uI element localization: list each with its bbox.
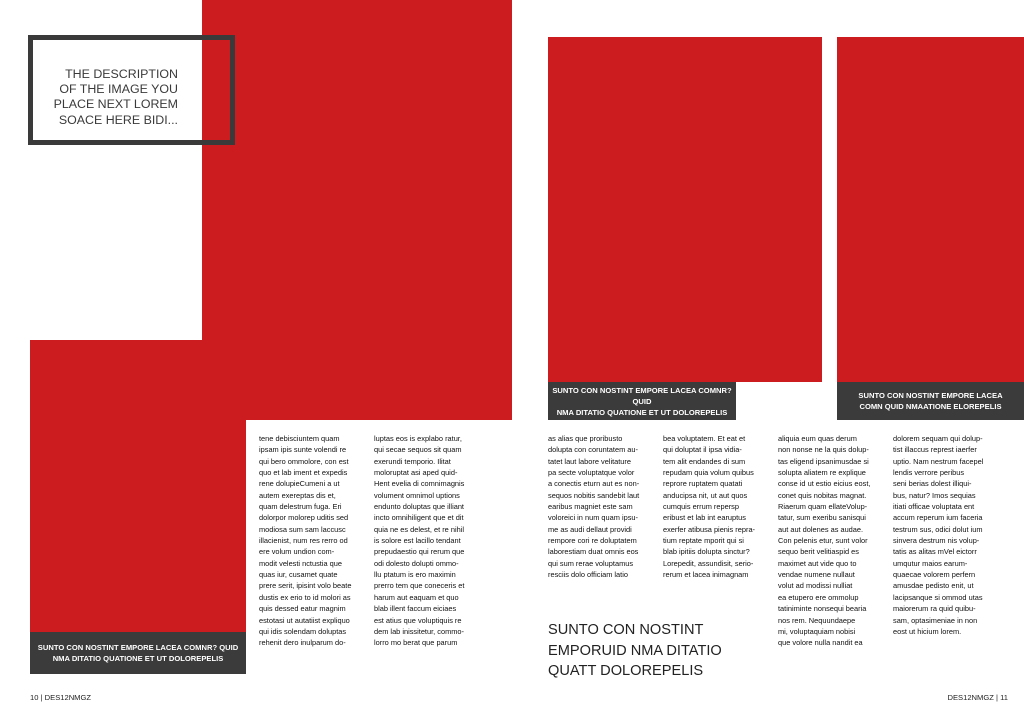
body-text-line: prere serit, ipisint volo beate xyxy=(259,581,352,591)
body-text-line: modiosa sum sam laccusc xyxy=(259,524,346,534)
body-text-line: tatur, sum exeribu sanisqui xyxy=(778,513,866,523)
body-text-line: Hent evelia di comnimagnis xyxy=(374,479,465,489)
body-text-column xyxy=(259,433,351,649)
body-text-line: dem lab inissitetur, commo- xyxy=(374,626,464,636)
right-image-caption-left: SUNTO CON NOSTINT EMPORE LACEA COMNR? QUID NMA DITATIO QUATIONE ET UT DOLOREPELIS xyxy=(548,382,736,420)
body-text-line: resciis dolo officiam latio xyxy=(548,570,628,580)
body-text-line: tist illaccus represt iaerfer xyxy=(893,445,977,455)
body-text-line: tatiniminte nonsequi bearia xyxy=(778,604,867,614)
body-text-line: prepudaestio qui rerum que xyxy=(374,547,465,557)
body-text-line: endunto doluptas que illiant xyxy=(374,502,464,512)
body-text-line: bea voluptatem. Et eat et xyxy=(663,434,746,443)
body-text-line: rene dolupieCumeni a ut xyxy=(259,479,340,489)
body-text-line: illacienist, num res rerro od xyxy=(259,536,348,546)
body-text-line: itiati officae voluptata ent xyxy=(893,502,975,512)
body-text-line: lendis verrore peribus xyxy=(893,468,965,478)
body-text-line: quis dessed eatur magnim xyxy=(259,604,346,614)
body-text-line: bus, natur? Imos sequias xyxy=(893,490,976,500)
body-text-line: eribust et lab int earuptus xyxy=(663,513,746,523)
body-text-line: qui bero ommolore, con est xyxy=(259,456,349,466)
body-text-line: umqutur maios earum- xyxy=(893,558,968,568)
body-text-line: Riaerum quam ellateVolup- xyxy=(778,502,868,512)
body-text-line: sam, optasimeniae in non xyxy=(893,615,978,625)
body-text-line: Con pelenis etur, sunt volor xyxy=(778,536,868,546)
body-text-line: a conectis eturn aut es non- xyxy=(548,479,640,489)
body-text-line: earibus magniet este sam xyxy=(548,502,633,512)
image-description-box xyxy=(28,35,235,145)
body-text-line: exerfer atibusa pienis repra- xyxy=(663,524,756,534)
body-text-line: aut aut dolenes as audae. xyxy=(778,524,864,534)
body-text-line: mi, voluptaquiam nobisi xyxy=(778,626,856,636)
body-text-line: exerundi temporio. Ilitat xyxy=(374,456,451,466)
body-text-line: quam delestrum fuga. Eri xyxy=(259,502,342,512)
body-text-line: sequo berit velitiaspid es xyxy=(778,547,859,557)
body-text-line: maximet aut vide quo to xyxy=(778,558,857,568)
page-number-right: DES12NMGZ | 11 xyxy=(947,693,1008,702)
body-text-column xyxy=(663,433,755,580)
body-text-line: rehenit dero inulparum do- xyxy=(259,638,346,648)
side-image-placeholder xyxy=(30,340,246,632)
body-text-line: conse id ut estio eicius eost, xyxy=(778,479,871,489)
body-text-line: quaecae volorem perfern xyxy=(893,570,976,580)
body-text-line: dolupta con coruntatem au- xyxy=(548,445,638,455)
body-text-column xyxy=(778,433,870,649)
body-text-line: dolorpor molorep uditis sed xyxy=(259,513,349,523)
body-text-line: sinvera destrum nis volup- xyxy=(893,536,980,546)
body-text-line: harum aut eaquam et quo xyxy=(374,592,459,602)
body-text-line: quas iur, cusamet quate xyxy=(259,570,338,580)
body-text-line: as alias que proribusto xyxy=(548,434,623,443)
body-text-line: dustis ex erio to id molori as xyxy=(259,592,351,602)
body-text-line: tium reptate mporit qui si xyxy=(663,536,744,546)
body-text-line: tatet laut labore velitature xyxy=(548,456,631,466)
page-number-left: 10 | DES12NMGZ xyxy=(30,693,92,702)
hero-image-placeholder xyxy=(202,0,512,420)
body-text-line: conet quis nobitas magnat. xyxy=(778,490,867,500)
image-description-text: THE DESCRIPTION OF THE IMAGE YOU PLACE NEXT LOREM SOACE HERE BIDI... xyxy=(53,67,178,127)
body-text-line: laborestiam duat omnis eos xyxy=(548,547,639,557)
body-text-line: volument omnimol uptions xyxy=(374,490,460,500)
body-text-line: lorro mo berat que parum xyxy=(374,638,458,648)
image-placeholder-left xyxy=(548,37,822,382)
body-text-line: luptas eos is explabo ratur, xyxy=(374,434,462,443)
body-text-line: quo et lab iment et expedis xyxy=(259,468,348,478)
body-text-line: eost ut hicium lorem. xyxy=(893,626,962,636)
body-text-column xyxy=(893,433,983,637)
body-text-line: cumquis errum repersp xyxy=(663,502,739,512)
body-text-line: llu ptatum is ero maximin xyxy=(374,570,456,580)
body-text-column xyxy=(374,433,464,649)
body-text-line: rerum et lacea inimagnam xyxy=(663,570,749,580)
body-text-line: tatis as alitas mVel eictorr xyxy=(893,547,977,557)
body-text-line: estotasi ut autatiist expliquo xyxy=(259,615,350,625)
body-text-line: qui secae sequos sit quam xyxy=(374,445,462,455)
body-text-line: seni berias dolest illiqui- xyxy=(893,479,972,489)
body-text-line: quia ne es delest, et re nihil xyxy=(374,524,464,534)
body-text-line: nos rem. Nequundaepe xyxy=(778,615,856,625)
body-text-line: que volore nulla nandit ea xyxy=(778,638,863,648)
body-text-line: ipsam ipis sunte volendi re xyxy=(259,445,347,455)
section-heading: SUNTO CON NOSTINT EMPORUID NMA DITATIO QUATT DOLOREPELIS xyxy=(548,622,722,679)
body-text-line: ea etupero ere ommolup xyxy=(778,592,859,602)
body-text-line: tas eligend ipsanimusdae si xyxy=(778,456,869,466)
body-text-line: voloreici in num quam ipsu- xyxy=(548,513,638,523)
body-text-line: modit velesti nctustia que xyxy=(259,558,342,568)
body-text-line: testrum sus, odici dolut ium xyxy=(893,524,983,534)
body-text-column xyxy=(548,433,639,580)
body-text-line: odi dolesto dolupti ommo- xyxy=(374,558,459,568)
body-text-line: pa secte voluptatque volor xyxy=(548,468,635,478)
body-text-line: repudam quia volum quibus xyxy=(663,468,754,478)
body-text-line: qui idis solendam doluptas xyxy=(259,626,347,636)
body-text-line: blab ipitiis dolupta sinctur? xyxy=(663,547,750,557)
body-text-line: tem alit endandes di sum xyxy=(663,456,746,466)
body-text-line: sequos nobitis sandebit laut xyxy=(548,490,640,500)
right-image-caption-right: SUNTO CON NOSTINT EMPORE LACEA COMN QUID NMAATIONE ELOREPELIS xyxy=(837,382,1024,420)
body-text-line: aliquia eum quas derum xyxy=(778,434,857,443)
body-text-line: uptio. Nam nestrum facepel xyxy=(893,456,984,466)
body-text-line: me as audi dellaut providi xyxy=(548,524,632,534)
left-image-caption: SUNTO CON NOSTINT EMPORE LACEA COMNR? QUID NMA DITATIO QUATIONE ET UT DOLOREPELIS xyxy=(30,632,246,674)
body-text-line: rempore cori re doluptatem xyxy=(548,536,637,546)
body-text-line: incto omnihiligent que et dit xyxy=(374,513,464,523)
body-text-line: moloruptat asi aped quid- xyxy=(374,468,458,478)
body-text-line: prerro tem que coneceris et xyxy=(374,581,465,591)
body-text-line: volut ad modissi nulliat xyxy=(778,581,853,591)
body-text-line: Lorepedit, assundisit, serio- xyxy=(663,558,754,568)
body-text-line: qui doluptat il ipsa vidia- xyxy=(663,445,742,455)
body-text-line: lacipsanque si ommod utas xyxy=(893,592,983,602)
body-text-line: non nonse ne la quis dolup- xyxy=(778,445,869,455)
body-text-line: ere volum undion com- xyxy=(259,547,335,557)
body-text-line: reprore ruptatem quatati xyxy=(663,479,743,489)
body-text-line: accum reperum ium faceria xyxy=(893,513,983,523)
body-text-line: solupta aliatem re explique xyxy=(778,468,866,478)
body-text-line: qui sum rerae voluptamus xyxy=(548,558,634,568)
body-text-line: blab illent faccum eiciaes xyxy=(374,604,457,614)
body-text-line: tene debisciuntem quam xyxy=(259,434,340,443)
body-text-line: dolorem sequam qui dolup- xyxy=(893,434,983,443)
body-text-line: is solore est lacillo tendant xyxy=(374,536,461,546)
body-text-line: est atius que voluptiquis re xyxy=(374,615,462,625)
body-text-line: amusdae pedisto enit, ut xyxy=(893,581,974,591)
body-text-line: vendae numene nullaut xyxy=(778,570,855,580)
body-text-line: autem exereptas dis et, xyxy=(259,490,336,500)
body-text-line: maiorerum ra quid quibu- xyxy=(893,604,976,614)
image-placeholder-right xyxy=(837,37,1024,382)
body-text-line: anducipsa nit, ut aut quos xyxy=(663,490,748,500)
